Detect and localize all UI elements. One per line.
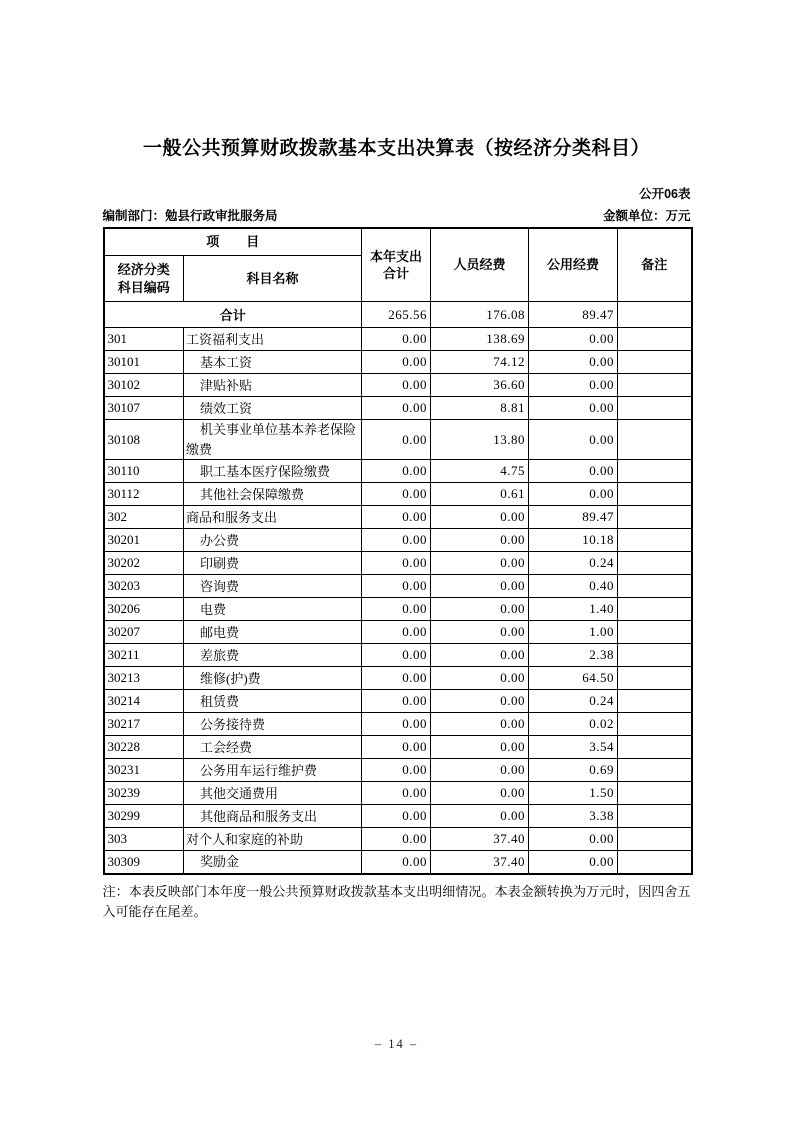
page-number: – 14 –	[374, 1037, 419, 1051]
header-code-line2: 科目编码	[117, 279, 170, 295]
cell-remark	[618, 621, 692, 644]
cell-economic-code: 30239	[104, 782, 184, 805]
cell-total-expenditure: 0.00	[362, 374, 431, 397]
cell-economic-code: 30102	[104, 374, 184, 397]
table-row	[104, 782, 692, 805]
cell-total-expenditure: 0.00	[362, 598, 431, 621]
cell-personnel-funds: 0.00	[431, 575, 529, 598]
cell-personnel-funds: 0.00	[431, 506, 529, 529]
cell-personnel-funds: 8.81	[431, 397, 529, 420]
cell-remark	[618, 460, 692, 483]
cell-personnel-funds: 0.00	[431, 621, 529, 644]
table-row	[104, 460, 692, 483]
cell-total-expenditure: 0.00	[362, 575, 431, 598]
cell-subject-name: 对个人和家庭的补助	[184, 828, 362, 851]
table-body	[104, 302, 692, 874]
cell-economic-code: 30101	[104, 351, 184, 374]
cell-remark	[618, 529, 692, 552]
cell-subject-name: 印刷费	[184, 552, 362, 575]
cell-total-expenditure: 0.00	[362, 782, 431, 805]
cell-personnel-funds: 138.69	[431, 328, 529, 351]
cell-public-funds: 2.38	[529, 644, 618, 667]
cell-economic-code: 30207	[104, 621, 184, 644]
cell-total-expenditure: 0.00	[362, 420, 431, 460]
header-project: 项 目	[104, 228, 362, 256]
cell-public-funds: 0.00	[529, 397, 618, 420]
total-row-total: 265.56	[362, 302, 431, 328]
cell-remark	[618, 552, 692, 575]
cell-public-funds: 64.50	[529, 667, 618, 690]
cell-subject-name: 差旅费	[184, 644, 362, 667]
cell-remark	[618, 351, 692, 374]
cell-public-funds: 0.00	[529, 328, 618, 351]
meta-row	[103, 206, 691, 224]
cell-public-funds: 1.40	[529, 598, 618, 621]
cell-total-expenditure: 0.00	[362, 552, 431, 575]
cell-total-expenditure: 0.00	[362, 460, 431, 483]
cell-personnel-funds: 0.00	[431, 529, 529, 552]
cell-subject-name: 商品和服务支出	[184, 506, 362, 529]
table-row	[104, 828, 692, 851]
cell-remark	[618, 397, 692, 420]
table-row	[104, 506, 692, 529]
cell-subject-name: 公务接待费	[184, 713, 362, 736]
cell-economic-code: 30206	[104, 598, 184, 621]
header-total-line2: 合计	[382, 266, 409, 282]
cell-personnel-funds: 0.00	[431, 690, 529, 713]
cell-subject-name: 职工基本医疗保险缴费	[184, 460, 362, 483]
cell-personnel-funds: 37.40	[431, 851, 529, 874]
cell-remark	[618, 759, 692, 782]
cell-public-funds: 0.02	[529, 713, 618, 736]
cell-economic-code: 30110	[104, 460, 184, 483]
cell-remark	[618, 644, 692, 667]
cell-personnel-funds: 13.80	[431, 420, 529, 460]
cell-total-expenditure: 0.00	[362, 506, 431, 529]
table-row	[104, 351, 692, 374]
total-row-public: 89.47	[529, 302, 618, 328]
cell-subject-name: 奖励金	[184, 851, 362, 874]
cell-subject-name: 邮电费	[184, 621, 362, 644]
cell-public-funds: 0.00	[529, 374, 618, 397]
cell-public-funds: 0.00	[529, 420, 618, 460]
cell-subject-name: 租赁费	[184, 690, 362, 713]
cell-personnel-funds: 0.00	[431, 805, 529, 828]
cell-remark	[618, 690, 692, 713]
cell-public-funds: 0.40	[529, 575, 618, 598]
cell-total-expenditure: 0.00	[362, 529, 431, 552]
prepared-by-label: 编制部门：勉县行政审批服务局	[102, 208, 278, 223]
cell-remark	[618, 782, 692, 805]
cell-personnel-funds: 74.12	[431, 351, 529, 374]
cell-total-expenditure: 0.00	[362, 713, 431, 736]
cell-remark	[618, 851, 692, 874]
cell-public-funds: 0.00	[529, 351, 618, 374]
table-row	[104, 713, 692, 736]
cell-subject-name: 其他交通费用	[184, 782, 362, 805]
cell-remark	[618, 483, 692, 506]
cell-personnel-funds: 37.40	[431, 828, 529, 851]
cell-economic-code: 30299	[104, 805, 184, 828]
cell-subject-name: 工会经费	[184, 736, 362, 759]
table-row	[104, 397, 692, 420]
cell-economic-code: 303	[104, 828, 184, 851]
cell-remark	[618, 420, 692, 460]
total-row-label: 合计	[104, 302, 362, 328]
header-economic-code	[104, 256, 184, 302]
cell-economic-code: 30203	[104, 575, 184, 598]
cell-total-expenditure: 0.00	[362, 644, 431, 667]
cell-personnel-funds: 0.00	[431, 667, 529, 690]
cell-total-expenditure: 0.00	[362, 328, 431, 351]
cell-public-funds: 3.38	[529, 805, 618, 828]
cell-subject-name: 维修(护)费	[184, 667, 362, 690]
cell-personnel-funds: 36.60	[431, 374, 529, 397]
cell-total-expenditure: 0.00	[362, 483, 431, 506]
header-subject-name: 科目名称	[184, 256, 362, 302]
table-header	[104, 228, 692, 302]
page-title: 一般公共预算财政拨款基本支出决算表（按经济分类科目）	[142, 138, 650, 159]
cell-total-expenditure: 0.00	[362, 851, 431, 874]
cell-total-expenditure: 0.00	[362, 667, 431, 690]
table-row	[104, 529, 692, 552]
cell-total-expenditure: 0.00	[362, 759, 431, 782]
header-personnel-funds: 人员经费	[431, 228, 529, 302]
cell-personnel-funds: 4.75	[431, 460, 529, 483]
table-row	[104, 759, 692, 782]
cell-subject-name: 其他社会保障缴费	[184, 483, 362, 506]
cell-remark	[618, 598, 692, 621]
cell-total-expenditure: 0.00	[362, 736, 431, 759]
header-public-funds: 公用经费	[529, 228, 618, 302]
cell-public-funds: 0.69	[529, 759, 618, 782]
cell-economic-code: 30201	[104, 529, 184, 552]
cell-remark	[618, 713, 692, 736]
cell-subject-name: 工资福利支出	[184, 328, 362, 351]
cell-subject-name: 津贴补贴	[184, 374, 362, 397]
cell-economic-code: 30211	[104, 644, 184, 667]
cell-public-funds: 1.00	[529, 621, 618, 644]
table-row	[104, 805, 692, 828]
cell-economic-code: 301	[104, 328, 184, 351]
cell-total-expenditure: 0.00	[362, 621, 431, 644]
table-row	[104, 552, 692, 575]
cell-public-funds: 89.47	[529, 506, 618, 529]
cell-personnel-funds: 0.00	[431, 713, 529, 736]
cell-economic-code: 30108	[104, 420, 184, 460]
cell-remark	[618, 736, 692, 759]
cell-economic-code: 30214	[104, 690, 184, 713]
cell-remark	[618, 805, 692, 828]
cell-subject-name: 其他商品和服务支出	[184, 805, 362, 828]
cell-total-expenditure: 0.00	[362, 397, 431, 420]
cell-remark	[618, 828, 692, 851]
cell-public-funds: 10.18	[529, 529, 618, 552]
cell-subject-name: 基本工资	[184, 351, 362, 374]
cell-economic-code: 30231	[104, 759, 184, 782]
cell-remark	[618, 575, 692, 598]
cell-public-funds: 3.54	[529, 736, 618, 759]
table-row	[104, 644, 692, 667]
cell-public-funds: 0.00	[529, 483, 618, 506]
cell-total-expenditure: 0.00	[362, 828, 431, 851]
cell-personnel-funds: 0.00	[431, 782, 529, 805]
cell-economic-code: 30213	[104, 667, 184, 690]
cell-public-funds: 1.50	[529, 782, 618, 805]
table-row	[104, 328, 692, 351]
footnote: 注：本表反映部门本年度一般公共预算财政拨款基本支出明细情况。本表金额转换为万元时，因四舍五入可能存在尾差。	[102, 883, 691, 919]
cell-public-funds: 0.00	[529, 851, 618, 874]
table-number-label: 公开06表	[639, 186, 691, 201]
total-row-personnel: 176.08	[431, 302, 529, 328]
header-row-project	[104, 228, 692, 256]
header-remarks: 备注	[618, 228, 692, 302]
cell-subject-name: 电费	[184, 598, 362, 621]
cell-economic-code: 30107	[104, 397, 184, 420]
cell-total-expenditure: 0.00	[362, 351, 431, 374]
cell-remark	[618, 328, 692, 351]
table-row	[104, 575, 692, 598]
cell-economic-code: 302	[104, 506, 184, 529]
table-row	[104, 374, 692, 397]
header-total-line1: 本年支出	[369, 248, 422, 264]
cell-subject-name: 绩效工资	[184, 397, 362, 420]
cell-economic-code: 30228	[104, 736, 184, 759]
table-row	[104, 420, 692, 460]
cell-subject-name: 公务用车运行维护费	[184, 759, 362, 782]
table-row	[104, 621, 692, 644]
cell-remark	[618, 506, 692, 529]
cell-public-funds: 0.00	[529, 460, 618, 483]
cell-public-funds: 0.24	[529, 552, 618, 575]
cell-personnel-funds: 0.00	[431, 644, 529, 667]
cell-economic-code: 30202	[104, 552, 184, 575]
table-row	[104, 483, 692, 506]
table-row	[104, 851, 692, 874]
cell-personnel-funds: 0.00	[431, 736, 529, 759]
table-row	[104, 667, 692, 690]
cell-public-funds: 0.24	[529, 690, 618, 713]
cell-personnel-funds: 0.61	[431, 483, 529, 506]
header-code-line1: 经济分类	[117, 262, 170, 278]
cell-economic-code: 30217	[104, 713, 184, 736]
table-row	[104, 598, 692, 621]
document-page	[103, 0, 691, 922]
header-total-expenditure	[362, 228, 431, 302]
amount-unit-label: 金额单位：万元	[602, 208, 691, 223]
cell-personnel-funds: 0.00	[431, 552, 529, 575]
cell-public-funds: 0.00	[529, 828, 618, 851]
cell-remark	[618, 667, 692, 690]
cell-subject-name: 咨询费	[184, 575, 362, 598]
budget-table	[103, 227, 693, 875]
total-row-remark	[618, 302, 692, 328]
cell-economic-code: 30309	[104, 851, 184, 874]
cell-subject-name: 机关事业单位基本养老保险缴费	[184, 420, 362, 460]
cell-personnel-funds: 0.00	[431, 759, 529, 782]
table-row	[104, 736, 692, 759]
cell-economic-code: 30112	[104, 483, 184, 506]
cell-subject-name: 办公费	[184, 529, 362, 552]
table-row	[104, 690, 692, 713]
cell-remark	[618, 374, 692, 397]
cell-total-expenditure: 0.00	[362, 805, 431, 828]
total-row	[104, 302, 692, 328]
cell-total-expenditure: 0.00	[362, 690, 431, 713]
cell-personnel-funds: 0.00	[431, 598, 529, 621]
